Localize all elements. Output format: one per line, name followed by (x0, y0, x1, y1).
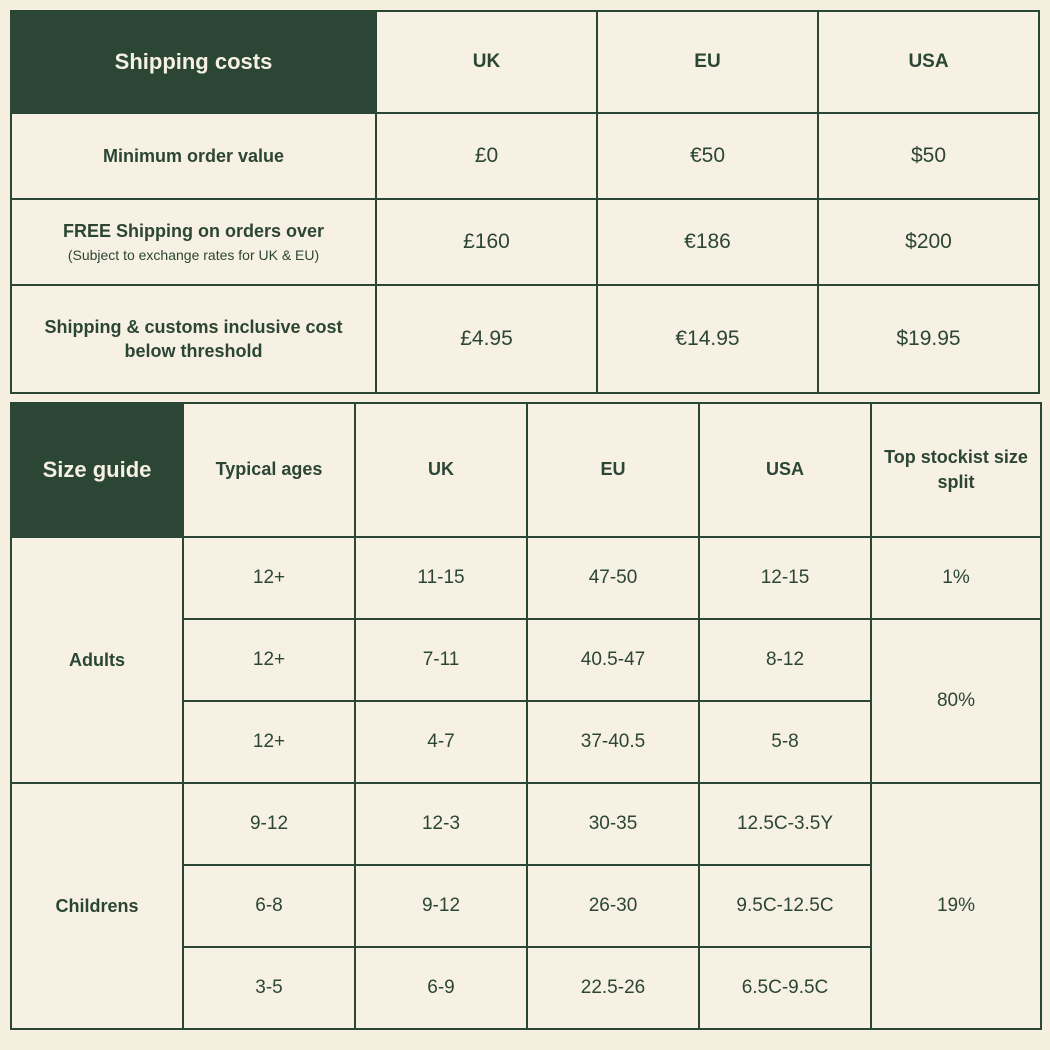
size-cell-split: 80% (871, 619, 1041, 783)
size-group-adults: Adults (11, 537, 183, 783)
size-column-ages: Typical ages (183, 403, 355, 537)
shipping-costs-table (10, 10, 1040, 394)
size-cell-usa: 12-15 (699, 537, 871, 619)
size-cell-uk: 6-9 (355, 947, 527, 1029)
shipping-value-usa: $200 (818, 199, 1039, 285)
size-column-eu: EU (527, 403, 699, 537)
size-cell-eu: 37-40.5 (527, 701, 699, 783)
shipping-row-label-text: FREE Shipping on orders over (62, 221, 325, 242)
shipping-row-label: Minimum order value (11, 113, 376, 199)
shipping-value-uk: £160 (376, 199, 597, 285)
size-cell-eu: 22.5-26 (527, 947, 699, 1029)
size-cell-ages: 12+ (183, 701, 355, 783)
size-cell-usa: 5-8 (699, 701, 871, 783)
size-guide-table (10, 402, 1042, 1030)
size-cell-uk: 12-3 (355, 783, 527, 865)
shipping-row-label: Shipping & customs inclusive cost below threshold (11, 285, 376, 393)
size-column-uk: UK (355, 403, 527, 537)
shipping-value-usa: $50 (818, 113, 1039, 199)
table-header-row (11, 11, 1039, 113)
size-cell-split: 19% (871, 783, 1041, 1029)
size-cell-ages: 3-5 (183, 947, 355, 1029)
size-cell-ages: 12+ (183, 619, 355, 701)
shipping-value-usa: $19.95 (818, 285, 1039, 393)
table-row (11, 285, 1039, 393)
size-group-childrens: Childrens (11, 783, 183, 1029)
size-cell-usa: 6.5C-9.5C (699, 947, 871, 1029)
size-cell-usa: 8-12 (699, 619, 871, 701)
shipping-column-usa: USA (818, 11, 1039, 113)
table-row (11, 199, 1039, 285)
shipping-value-eu: €186 (597, 199, 818, 285)
shipping-table-title: Shipping costs (11, 11, 376, 113)
size-cell-uk: 4-7 (355, 701, 527, 783)
shipping-value-eu: €50 (597, 113, 818, 199)
table-row (11, 537, 1041, 619)
shipping-row-sublabel: (Subject to exchange rates for UK & EU) (67, 246, 320, 263)
size-cell-split: 1% (871, 537, 1041, 619)
size-cell-ages: 12+ (183, 537, 355, 619)
size-cell-eu: 47-50 (527, 537, 699, 619)
size-cell-ages: 9-12 (183, 783, 355, 865)
size-cell-usa: 12.5C-3.5Y (699, 783, 871, 865)
size-cell-usa: 9.5C-12.5C (699, 865, 871, 947)
size-cell-uk: 9-12 (355, 865, 527, 947)
table-row (11, 783, 1041, 865)
shipping-row-label (11, 199, 376, 285)
size-cell-uk: 7-11 (355, 619, 527, 701)
shipping-value-uk: £0 (376, 113, 597, 199)
shipping-value-eu: €14.95 (597, 285, 818, 393)
size-column-stockist-split: Top stockist size split (871, 403, 1041, 537)
size-cell-ages: 6-8 (183, 865, 355, 947)
shipping-column-eu: EU (597, 11, 818, 113)
size-cell-eu: 26-30 (527, 865, 699, 947)
size-cell-eu: 40.5-47 (527, 619, 699, 701)
table-row (11, 113, 1039, 199)
size-cell-eu: 30-35 (527, 783, 699, 865)
table-header-row (11, 403, 1041, 537)
size-cell-uk: 11-15 (355, 537, 527, 619)
size-column-usa: USA (699, 403, 871, 537)
shipping-value-uk: £4.95 (376, 285, 597, 393)
table-spacer (10, 394, 1040, 402)
size-guide-title: Size guide (11, 403, 183, 537)
shipping-column-uk: UK (376, 11, 597, 113)
